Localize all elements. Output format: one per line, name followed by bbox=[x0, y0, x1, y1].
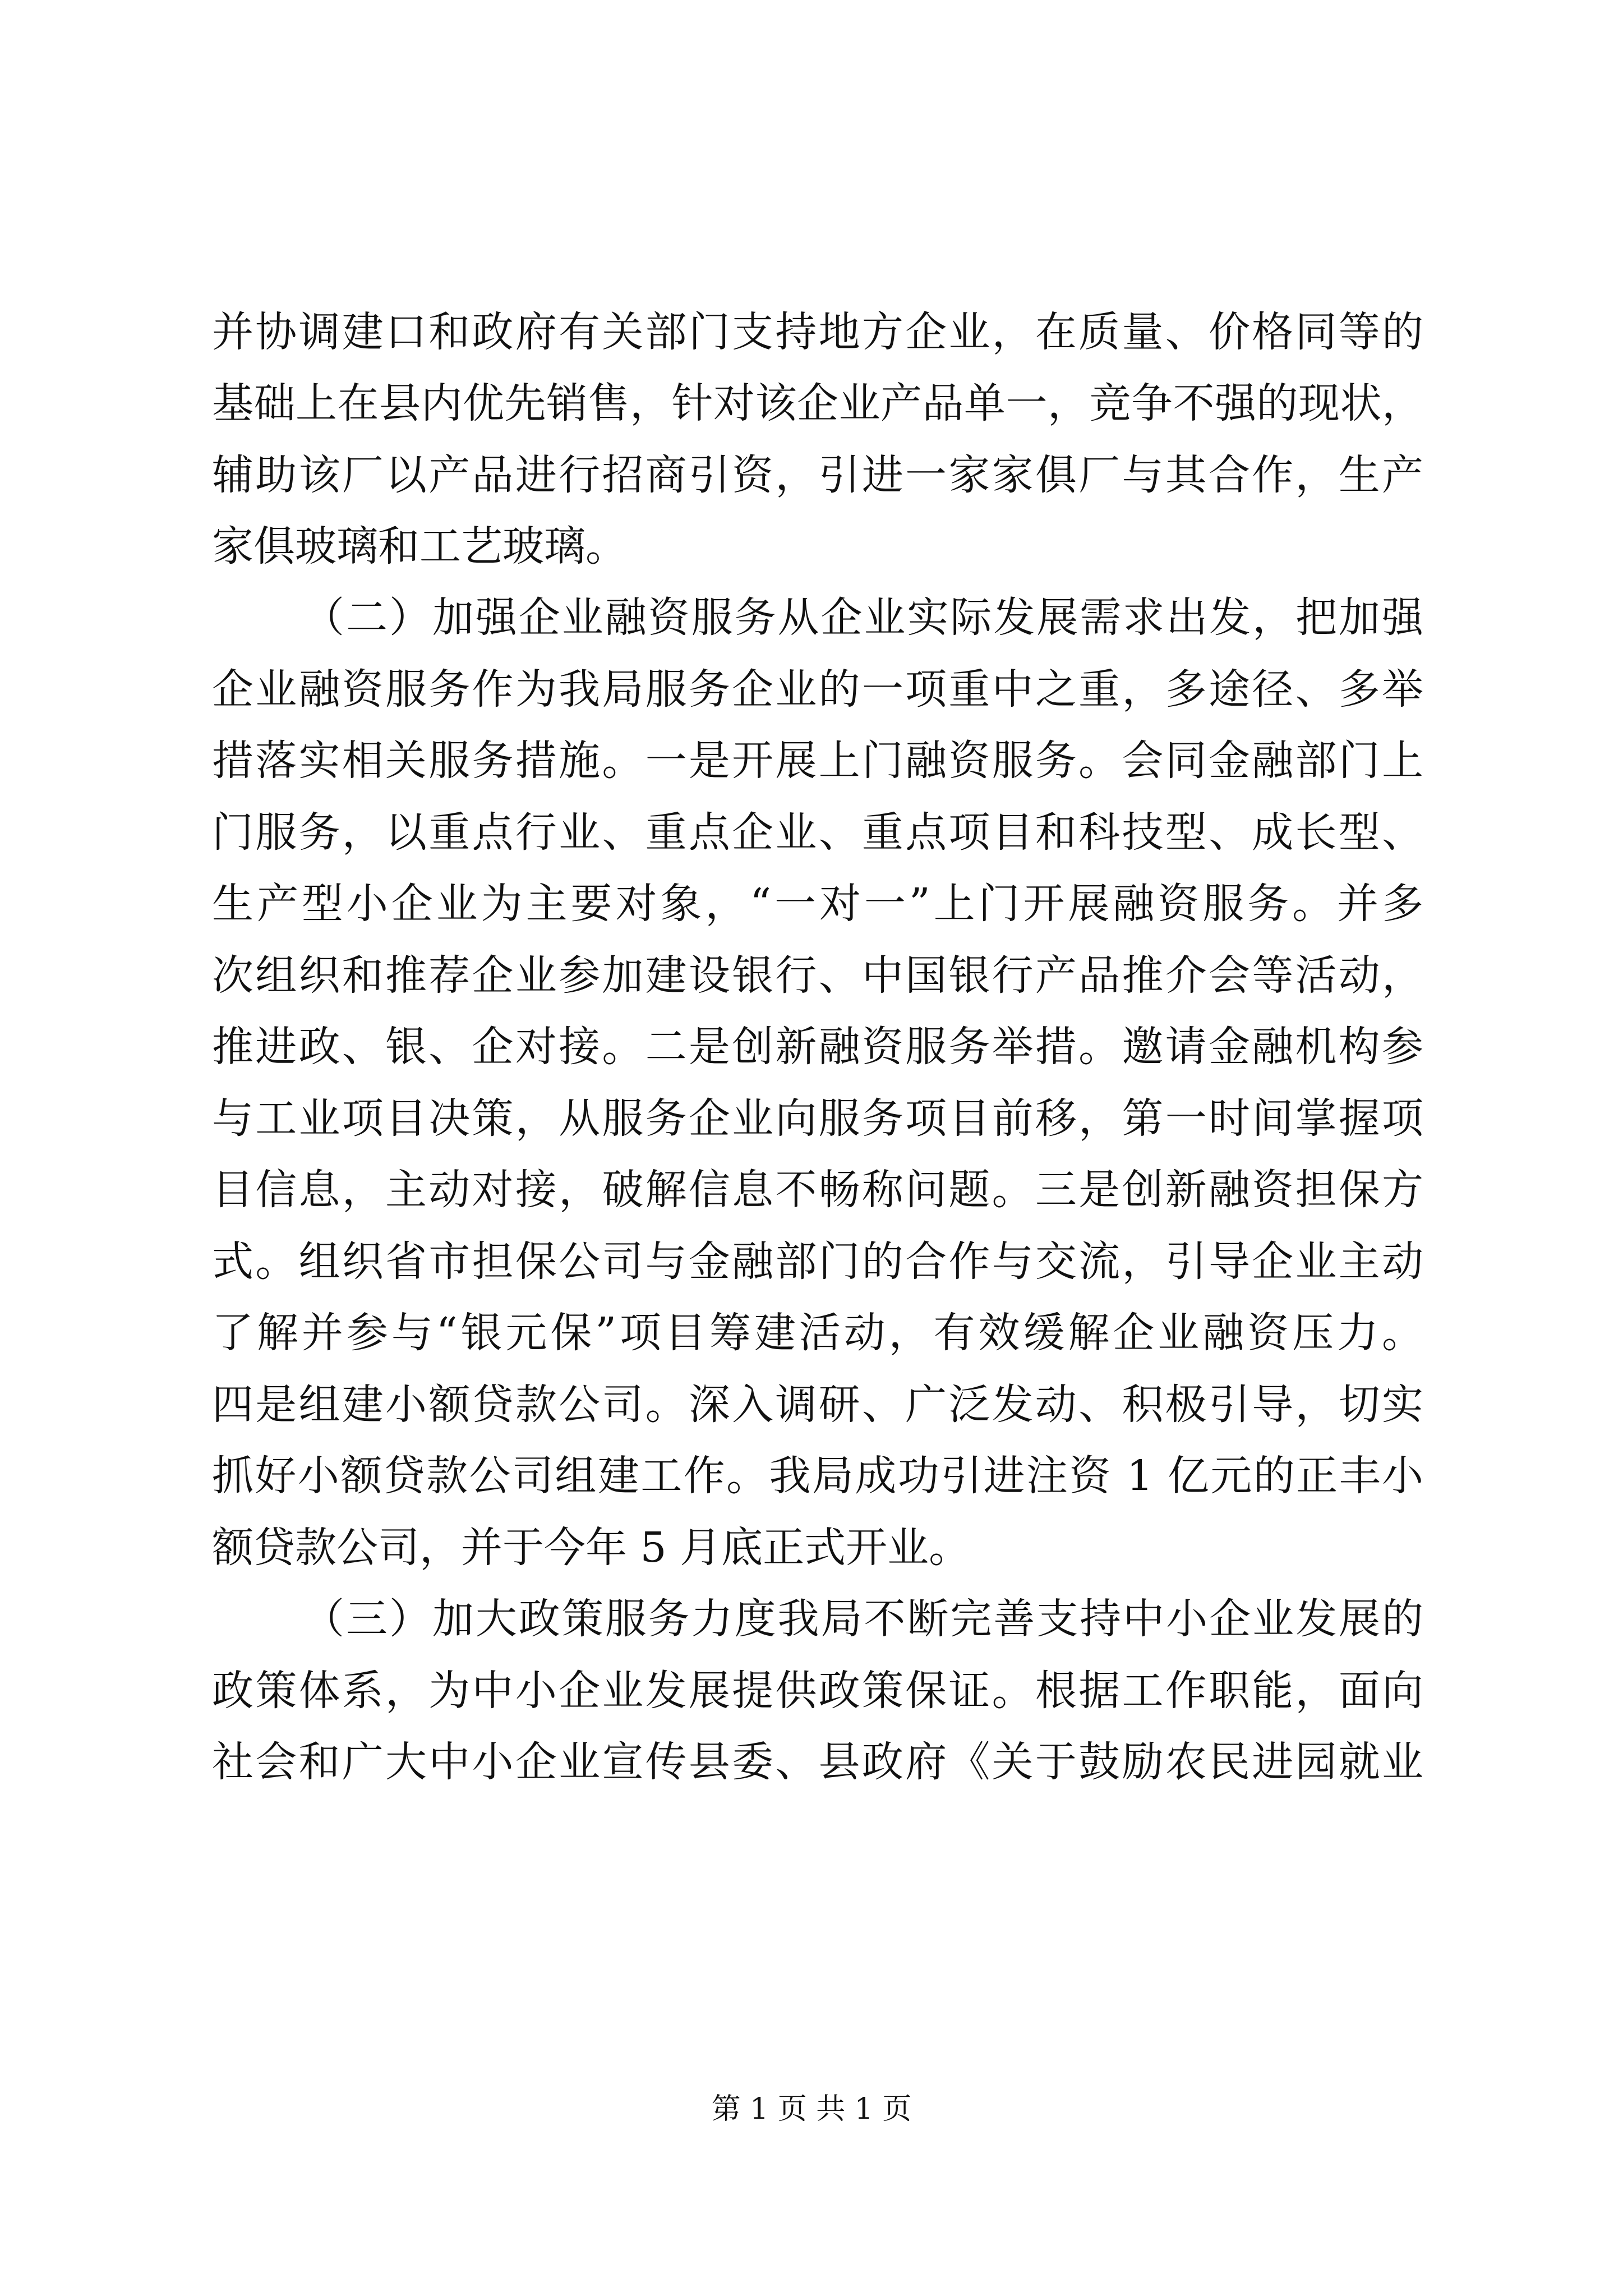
text-line: 抓好小额贷款公司组建工作。我局成功引进注资 1 亿元的正丰小 bbox=[212, 1452, 1423, 1500]
text-line: 措落实相关服务措施。一是开展上门融资服务。会同金融部门上 bbox=[212, 737, 1423, 785]
text-line: 生产型小企业为主要对象，“一对一”上门开展融资服务。并多 bbox=[212, 880, 1423, 928]
text-line: 政策体系，为中小企业发展提供政策保证。根据工作职能，面向 bbox=[212, 1667, 1423, 1715]
paragraph-heading-line: （三）加大政策服务力度我局不断完善支持中小企业发展的 bbox=[303, 1595, 1423, 1643]
text-line: 企业融资服务作为我局服务企业的一项重中之重，多途径、多举 bbox=[212, 665, 1423, 714]
text-line: 社会和广大中小企业宣传县委、县政府《关于鼓励农民进园就业 bbox=[212, 1738, 1423, 1786]
text-line: 四是组建小额贷款公司。深入调研、广泛发动、积极引导，切实 bbox=[212, 1381, 1423, 1429]
paragraph-heading-line: （二）加强企业融资服务从企业实际发展需求出发，把加强 bbox=[303, 593, 1423, 642]
text-line: 推进政、银、企对接。二是创新融资服务举措。邀请金融机构参 bbox=[212, 1023, 1423, 1071]
text-line: 额贷款公司，并于今年 5 月底正式开业。 bbox=[212, 1524, 971, 1572]
text-line: 了解并参与“银元保”项目筹建活动，有效缓解企业融资压力。 bbox=[212, 1309, 1423, 1357]
text-line: 基础上在县内优先销售，针对该企业产品单一，竞争不强的现状， bbox=[212, 379, 1423, 427]
page-footer: 第 1 页 共 1 页 bbox=[711, 2092, 912, 2126]
text-line: 式。组织省市担保公司与金融部门的合作与交流，引导企业主动 bbox=[212, 1237, 1423, 1286]
text-line: 目信息，主动对接，破解信息不畅称问题。三是创新融资担保方 bbox=[212, 1166, 1423, 1214]
text-line: 门服务，以重点行业、重点企业、重点项目和科技型、成长型、 bbox=[212, 808, 1423, 857]
text-line: 并协调建口和政府有关部门支持地方企业，在质量、价格同等的 bbox=[212, 308, 1423, 356]
text-line: 辅助该厂以产品进行招商引资，引进一家家俱厂与其合作，生产 bbox=[212, 451, 1423, 499]
text-line: 与工业项目决策，从服务企业向服务项目前移，第一时间掌握项 bbox=[212, 1094, 1423, 1143]
text-line: 家俱玻璃和工艺玻璃。 bbox=[212, 522, 627, 570]
text-line: 次组织和推荐企业参加建设银行、中国银行产品推介会等活动， bbox=[212, 951, 1423, 1000]
